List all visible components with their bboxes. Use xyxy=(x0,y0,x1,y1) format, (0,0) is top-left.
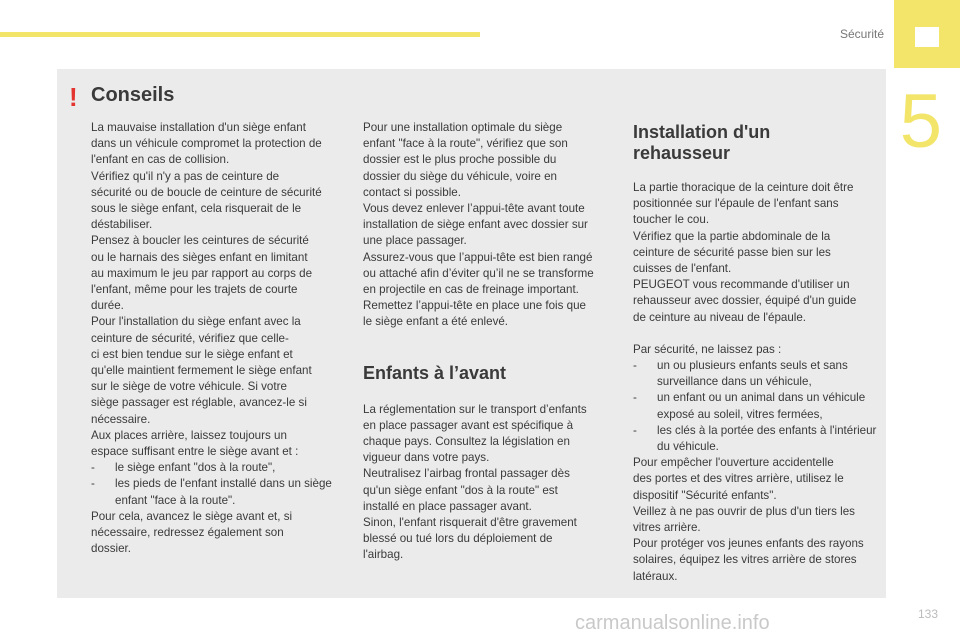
col3-list-item: - un enfant ou un animal dans un véhicule exposé au soleil, vitres fermées, xyxy=(633,391,866,421)
col1-list-item: - le siège enfant "dos à la route", xyxy=(91,461,276,475)
section-title: Sécurité xyxy=(839,27,884,41)
advice-column-1 xyxy=(91,120,349,557)
col1-paragraph: La mauvaise installation d'un siège enfant dans un véhicule compromet la protection de l'enfant en cas de collision. Vérifiez qu'il n'y a pas de ceinture de sécurité ou de boucle de ceinture de sécurité sous le siège enfant, cela risquerait de le déstabiliser. Pensez à boucler les ceintures de sécurité ou le harnais des sièges enfant en limitant au maximum le jeu par rapport au corps de l'enfant, même pour les trajets de courte durée. Pour l'installation du siège enfant avec la ceinture de sécurité, vérifiez que celle- ci est bien tendue sur le siège enfant et qu'elle maintient fermement le siège enfant sur le siège de votre véhicule. Si votre siège passager est réglable, avancez-le si nécessaire. Aux places arrière, laissez toujours un espace suffisant entre le siège avant et : xyxy=(91,121,322,459)
advice-heading: Conseils xyxy=(91,84,175,106)
col1-list-item: - les pieds de l'enfant installé dans un siège enfant "face à la route". xyxy=(91,477,332,507)
top-accent-bar xyxy=(0,32,480,37)
front-children-heading: Enfants à l’avant xyxy=(363,362,507,383)
col3-intro: Par sécurité, ne laissez pas : xyxy=(633,342,782,356)
chapter-number: 5 xyxy=(899,79,942,164)
col3-closing: Pour empêcher l'ouverture accidentelle des portes et des vitres arrière, utilisez le dispositif "Sécurité enfants". Veillez à ne pas ouvrir de plus d'un tiers les vitres arrière. Pour protéger vos jeunes enfants des rayons solaires, équipez les vitres arrière de stores latéraux. xyxy=(633,456,864,583)
chapter-tab xyxy=(894,0,960,68)
col3-list-item: - les clés à la portée des enfants à l'intérieur du véhicule. xyxy=(633,423,877,454)
footer-watermark: carmanualsonline.info xyxy=(575,612,770,634)
col2-paragraph: Pour une installation optimale du siège enfant "face à la route", vérifiez que son dossier est le plus proche possible du dossier du siège du véhicule, voire en contact si possible. Vous devez enlever l’appui-tête avant toute installation de siège enfant avec dossier sur une place passager. Assurez-vous que l’appui-tête est bien rangé ou attaché afin d’éviter qu’il ne se transforme en projectile en cas de freinage important. Remettez l’appui-tête en place une fois que le siège enfant a été enlevé. xyxy=(363,121,594,329)
col1-closing: Pour cela, avancez le siège avant et, si nécessaire, redressez également son dossier. xyxy=(91,509,293,556)
warning-icon: ! xyxy=(69,82,78,112)
chapter-tab-marker xyxy=(915,27,939,47)
col2-paragraph-2: La réglementation sur le transport d’enfants en place passager avant est spécifique à chaque pays. Consultez la législation en vigueur dans votre pays. Neutralisez l’airbag frontal passager dès qu'un siège enfant "dos à la route" est installé en place passager avant. Sinon, l'enfant risquerait d'être gravement blessé ou tué lors du déploiement de l'airbag. xyxy=(363,402,587,562)
page-number: 133 xyxy=(917,607,938,621)
advice-column-3 xyxy=(633,120,883,585)
col3-list-item: - un ou plusieurs enfants seuls et sans surveillance dans un véhicule, xyxy=(633,359,848,389)
booster-heading: Installation d'un rehausseur xyxy=(633,122,771,163)
col3-paragraph: La partie thoracique de la ceinture doit être positionnée sur l'épaule de l'enfant sans toucher le cou. Vérifiez que la partie abdominale de la ceinture de sécurité passe bien sur les cuisses de l'enfant. PEUGEOT vous recommande d'utiliser un rehausseur avec dossier, équipé d'un guide de ceinture au niveau de l'épaule. xyxy=(633,181,857,324)
advice-column-2 xyxy=(363,120,613,564)
